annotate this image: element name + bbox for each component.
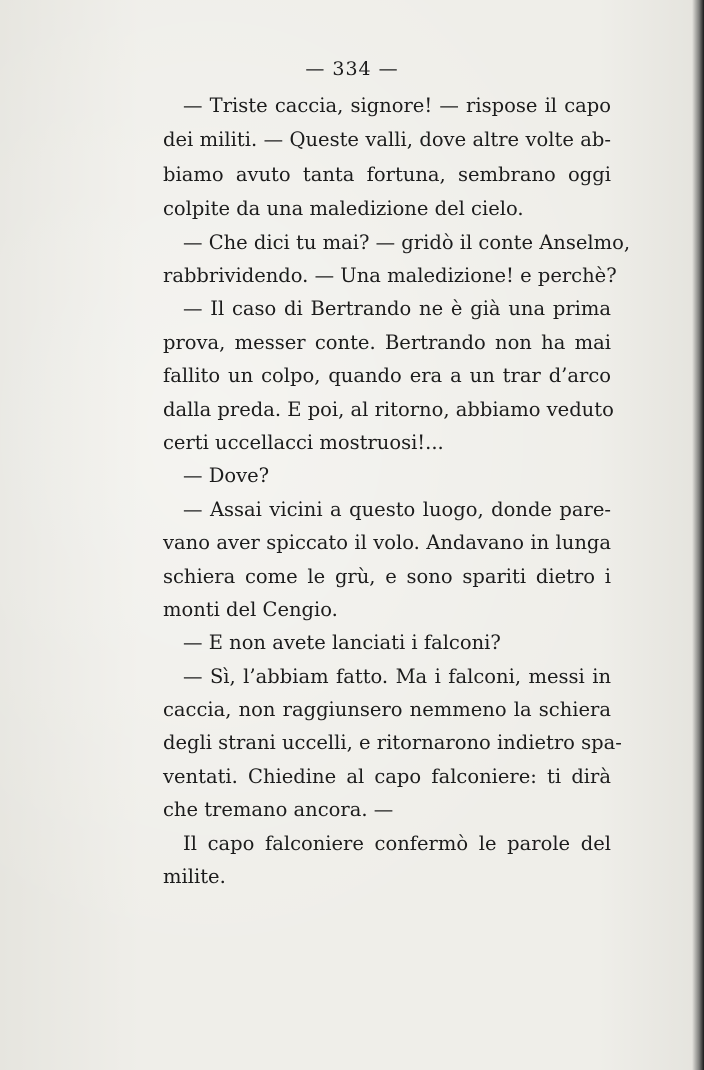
text-line: — Assai vicini a questo luogo, donde pare- bbox=[183, 498, 611, 521]
text-line: colpite da una maledizione del cielo. bbox=[163, 197, 524, 220]
text-line: — Dove? bbox=[183, 464, 270, 487]
text-line: ventati. Chiedine al capo falconiere: ti dirà bbox=[163, 765, 611, 788]
text-line: rabbrividendo. — Una maledizione! e perchè? bbox=[163, 264, 617, 287]
text-line: prova, messer conte. Bertrando non ha mai bbox=[163, 331, 611, 354]
text-line: certi uccellacci mostruosi!... bbox=[163, 431, 444, 454]
text-line: fallito un colpo, quando era a un trar d’arco bbox=[163, 364, 611, 387]
text-line: milite. bbox=[163, 865, 226, 888]
book-spine-shadow bbox=[692, 0, 704, 1070]
text-line: schiera come le grù, e sono spariti dietro i bbox=[163, 565, 611, 588]
text-line: vano aver spiccato il volo. Andavano in lunga bbox=[163, 531, 611, 554]
text-line: monti del Cengio. bbox=[163, 598, 338, 621]
page-number: — 334 — bbox=[305, 58, 399, 80]
text-line: — Triste caccia, signore! — rispose il capo bbox=[183, 94, 611, 117]
text-line: caccia, non raggiunsero nemmeno la schiera bbox=[163, 698, 611, 721]
text-line: — Sì, l’abbiam fatto. Ma i falconi, messi in bbox=[183, 665, 611, 688]
text-line: dei militi. — Queste valli, dove altre volte ab- bbox=[163, 128, 611, 151]
text-line: — Che dici tu mai? — gridò il conte Anselmo, bbox=[183, 231, 631, 254]
text-line: Il capo falconiere confermò le parole del bbox=[183, 832, 611, 855]
text-line: — Il caso di Bertrando ne è già una prima bbox=[183, 297, 611, 320]
text-line: — E non avete lanciati i falconi? bbox=[183, 631, 501, 654]
text-line: dalla preda. E poi, al ritorno, abbiamo veduto bbox=[163, 398, 614, 421]
text-line: che tremano ancora. — bbox=[163, 798, 394, 821]
text-line: degli strani uccelli, e ritornarono indietro spa- bbox=[163, 731, 622, 754]
text-line: biamo avuto tanta fortuna, sembrano oggi bbox=[163, 163, 611, 186]
